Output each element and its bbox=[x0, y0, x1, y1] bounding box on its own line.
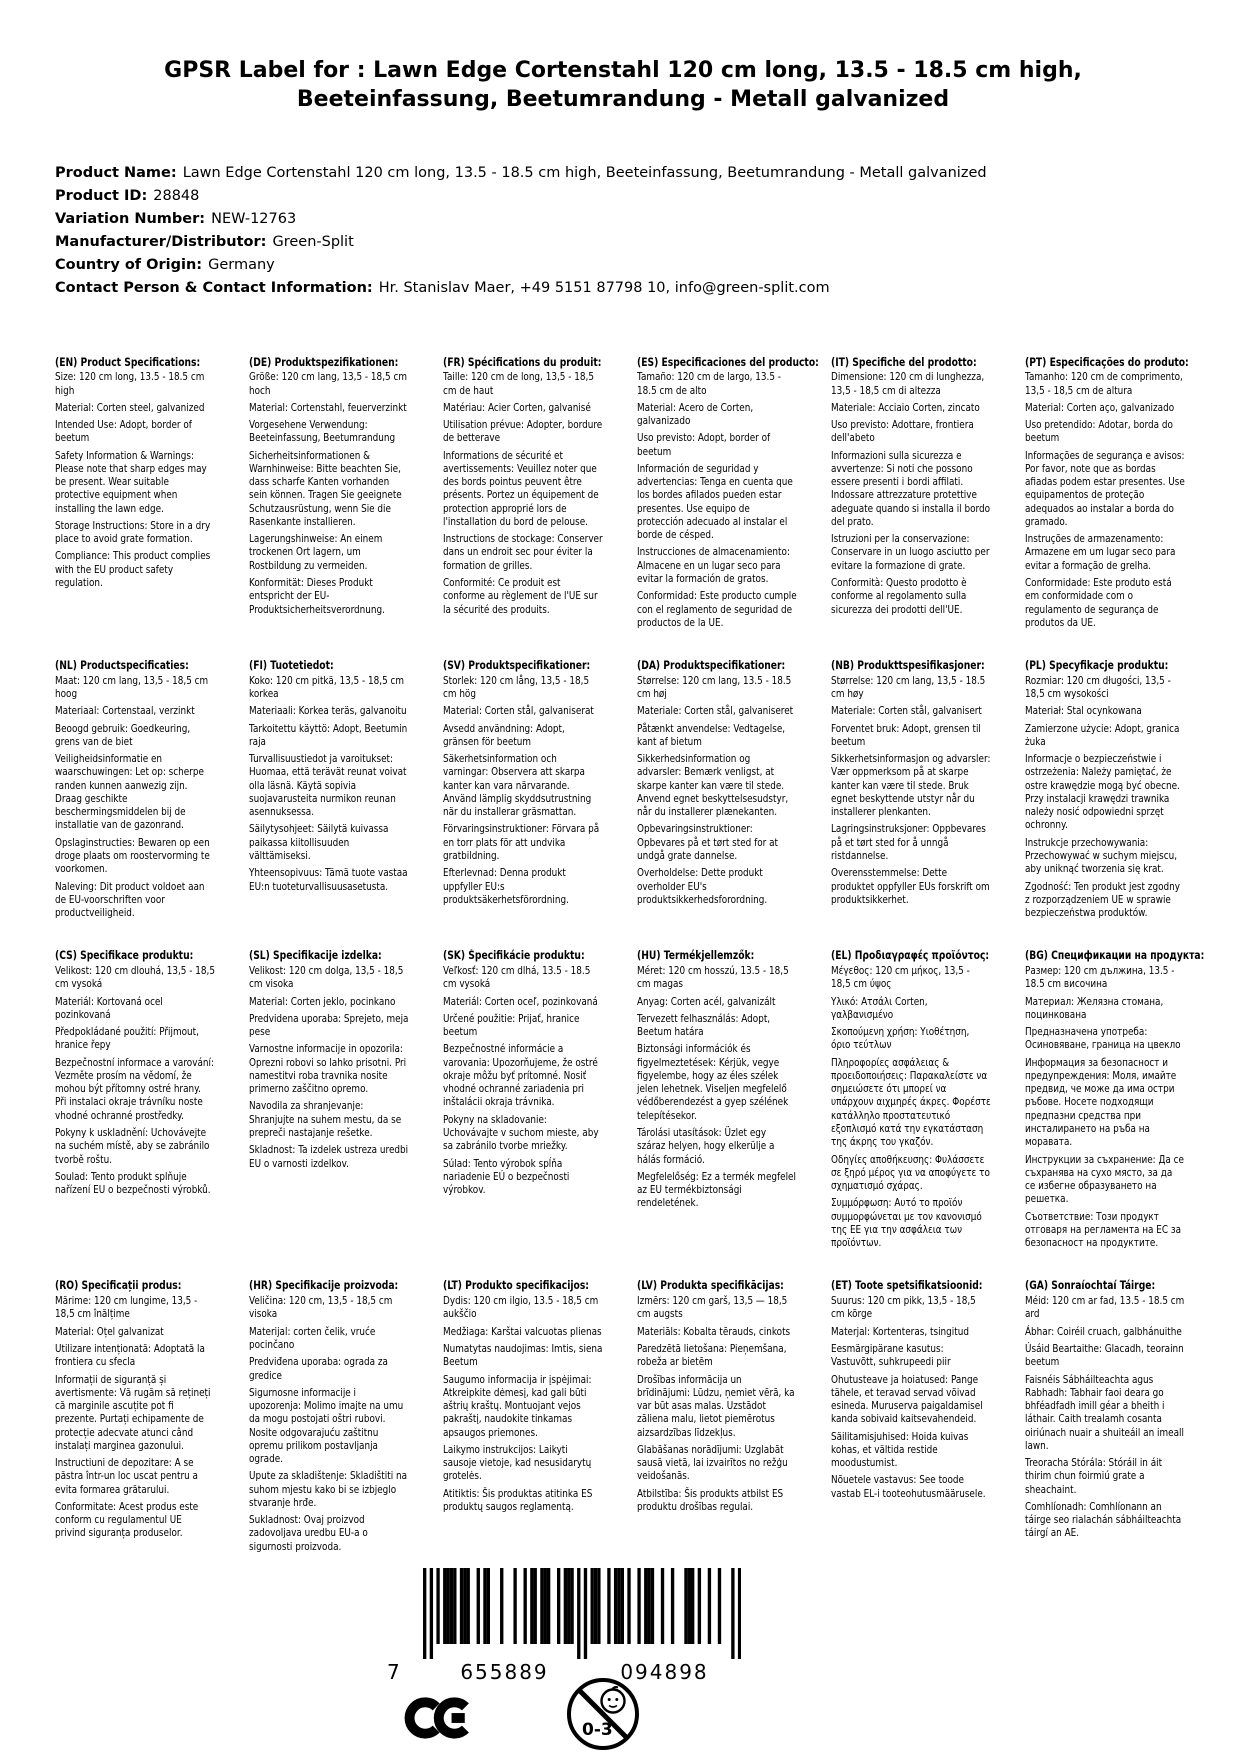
spec-paragraph: Instructiuni de depozitare: A se păstra într-un loc uscat pentru a evita formarea grătarului. bbox=[55, 1456, 198, 1496]
spec-paragraph: Nõuetele vastavus: See toode vastab EL-i tooteohutusmäärusele. bbox=[831, 1473, 986, 1500]
spec-paragraph: Navodila za shranjevanje: Shranjujte na suhem mestu, da se prepreči nastajanje rešetke. bbox=[249, 1099, 402, 1140]
spec-paragraph: Zgodność: Ten produkt jest zgodny z rozporządzeniem UE w sprawie bezpieczeństwa produktów. bbox=[1025, 879, 1180, 920]
spec-paragraph: Laikymo instrukcijos: Laikyti sausoje vietoje, kad nesusidarytų grotelės. bbox=[443, 1442, 592, 1483]
spec-heading: (IT) Specifiche del prodotto: bbox=[831, 355, 977, 369]
spec-block-en bbox=[55, 356, 215, 630]
spec-paragraph: Yhteensopivuus: Tämä tuote vastaa EU:n tuoteturvallisuusasetusta. bbox=[249, 866, 408, 893]
spec-block-ga bbox=[1025, 1279, 1185, 1553]
spec-paragraph: Compliance: This product complies with the EU product safety regulation. bbox=[55, 549, 211, 589]
spec-paragraph: Overholdelse: Dette produkt overholder EU's produktsikkerhedsforordning. bbox=[637, 866, 768, 906]
barcode bbox=[385, 1568, 755, 1690]
spec-paragraph: Material: Cortenstahl, feuerverzinkt bbox=[249, 400, 407, 414]
spec-paragraph: Informações de segurança e avisos: Por favor, note que as bordas afiadas podem estar presentes. Use equipamentos de proteção adequados ao instalar a borda do gramado. bbox=[1025, 448, 1185, 528]
spec-paragraph: Velikost: 120 cm dlouhá, 13,5 - 18,5 cm vysoká bbox=[55, 964, 215, 991]
spec-paragraph: Tamaño: 120 cm de largo, 13.5 - 18.5 cm de alto bbox=[637, 370, 781, 397]
spec-block-lv bbox=[637, 1279, 797, 1553]
spec-block-pt bbox=[1025, 355, 1189, 630]
spec-paragraph: Συμμόρφωση: Αυτό το προϊόν συμμορφώνεται με τον κανονισμό της ΕΕ για την ασφάλεια των προϊόντων. bbox=[831, 1196, 982, 1250]
age-warning-icon bbox=[565, 1676, 641, 1752]
spec-paragraph: Avsedd användning: Adopt, gränsen för beetum bbox=[443, 721, 565, 748]
spec-paragraph: Material: Corten stål, galvaniserat bbox=[443, 704, 594, 718]
spec-paragraph: Atbilstība: Šis produkts atbilst ES produktu drošības regulai. bbox=[637, 1486, 784, 1513]
spec-paragraph: Materiál: Kortovaná ocel pozinkovaná bbox=[55, 994, 163, 1021]
spec-paragraph: Conformité: Ce produit est conforme au règlement de l'UE sur la sécurité des produits. bbox=[443, 575, 598, 616]
spec-block-sv bbox=[443, 659, 603, 919]
spec-heading: (EL) Προδιαγραφές προϊόντος: bbox=[831, 949, 990, 963]
spec-paragraph: Megfelelőség: Ez a termék megfelel az EU termékbiztonsági rendeletének. bbox=[637, 1169, 796, 1210]
spec-paragraph: Instructions de stockage: Conserver dans un endroit sec pour éviter la formation de grilles. bbox=[443, 532, 603, 572]
info-value: 28848 bbox=[153, 187, 200, 204]
spec-paragraph: Πληροφορίες ασφάλειας & προειδοποιήσεις: Παρακαλείστε να σημειώσετε ότι μπορεί να υπάρχουν αιχμηρές άκρες. Φορέστε κατάλληλο προστατευτικό εξοπλισμό κατά την εγκατάσταση της άκρης του γκαζόν. bbox=[831, 1055, 991, 1149]
spec-paragraph: Size: 120 cm long, 13.5 - 18.5 cm high bbox=[55, 370, 205, 397]
spec-paragraph: Materiale: Acciaio Corten, zincato bbox=[831, 400, 980, 414]
spec-paragraph: Glabāšanas norādījumi: Uzglabāt sausā vietā, lai izvairītos no režģu veidošanās. bbox=[637, 1442, 788, 1483]
spec-heading: (ET) Toote spetsifikatsioonid: bbox=[831, 1279, 983, 1293]
spec-paragraph: Pokyny k uskladnění: Uchovávejte na suchém místě, aby se zabránilo tvorbě roštu. bbox=[55, 1126, 210, 1166]
spec-paragraph: Storage Instructions: Store in a dry place to avoid grate formation. bbox=[55, 518, 211, 546]
barcode-digits-right: 094898 bbox=[620, 1660, 709, 1684]
spec-paragraph: Varnostne informacije in opozorila: Oprezni robovi so lahko prisotni. Pri namestitvi roba travnika nosite primerno zaščitno opremo. bbox=[249, 1042, 407, 1096]
spec-paragraph: Konformität: Dieses Produkt entspricht der EU-Produktsicherheitsverordnung. bbox=[249, 575, 385, 616]
spec-paragraph: Veiligheidsinformatie en waarschuwingen: Let op: scherpe randen kunnen aanwezig zijn. Draag geschikte beschermingsmiddelen bij de installatie van de gazonrand. bbox=[55, 752, 204, 832]
spec-block-et bbox=[831, 1279, 991, 1553]
spec-paragraph: Información de seguridad y advertencias: Tenga en cuenta que los bordes afilados pueden estar presentes. Use equipo de protección adecuado al instalar el borde de césped. bbox=[637, 461, 793, 542]
spec-paragraph: Conformidade: Este produto está em conformidade com o regulamento de segurança de produtos da UE. bbox=[1025, 575, 1172, 629]
spec-paragraph: Säilitamisjuhised: Hoida kuivas kohas, et vältida restide moodustumist. bbox=[831, 1429, 969, 1470]
spec-paragraph: Σκοπούμενη χρήση: Υιοθέτηση, όριο τεύτλων bbox=[831, 1025, 970, 1052]
spec-paragraph: Drošības informācija un brīdinājumi: Lūdzu, ņemiet vērā, ka var būt asas malas. Uzstādot zāliena malu, lietot piemērotus aizsardzības līdzekļus. bbox=[637, 1372, 795, 1439]
spec-paragraph: Mărime: 120 cm lungime, 13,5 - 18,5 cm înălțime bbox=[55, 1294, 198, 1321]
spec-paragraph: Materjal: Kortenteras, tsingitud bbox=[831, 1324, 969, 1338]
spec-paragraph: Material: Corten jeklo, pocinkano bbox=[249, 994, 396, 1008]
info-label: Product Name: bbox=[55, 165, 177, 182]
spec-paragraph: Förvaringsinstruktioner: Förvara på en torr plats för att undvika gratbildning. bbox=[443, 822, 600, 862]
barcode-digits-left: 655889 bbox=[460, 1660, 549, 1684]
product-info-row bbox=[55, 277, 1191, 300]
spec-paragraph: Ohutusteave ja hoiatused: Pange tähele, et teravad servad võivad esineda. Muruserva paigaldamisel kanda sobivaid kaitsevahendeid. bbox=[831, 1372, 983, 1426]
spec-paragraph: Μέγεθος: 120 cm μήκος, 13,5 - 18,5 cm ύψος bbox=[831, 964, 970, 991]
spec-paragraph: Naleving: Dit product voldoet aan de EU-voorschriften voor productveiligheid. bbox=[55, 879, 205, 920]
spec-paragraph: Sigurnosne informacije i upozorenja: Molimo imajte na umu da mogu postojati oštri rubovi. Nosite odgovarajuću zaštitnu opremu prilikom postavljanja ograde. bbox=[249, 1385, 404, 1466]
spec-paragraph: Säilytysohjeet: Säilytä kuivassa paikassa kiitollisuuden välttämiseksi. bbox=[249, 822, 389, 862]
info-value: Hr. Stanislav Maer, +49 5151 87798 10, info@green-split.com bbox=[378, 279, 830, 296]
spec-block-cs bbox=[55, 949, 215, 1249]
spec-block-it bbox=[831, 356, 991, 630]
spec-heading: (HU) Termékjellemzők: bbox=[637, 949, 755, 963]
spec-paragraph: Úsáid Beartaithe: Glacadh, teorainn beetum bbox=[1025, 1341, 1184, 1369]
spec-paragraph: Biztonsági információk és figyelmeztetések: Kérjük, vegye figyelembe, hogy az éles szélek jelen lehetnek. Viseljen megfelelő védőberendezést a gyep szélének telepítésekor. bbox=[637, 1042, 789, 1122]
spec-paragraph: Méid: 120 cm ar fad, 13.5 - 18.5 cm ard bbox=[1025, 1294, 1185, 1321]
spec-paragraph: Méret: 120 cm hosszú, 13.5 - 18,5 cm magas bbox=[637, 964, 789, 991]
barcode-digit-lead: 7 bbox=[387, 1660, 402, 1684]
spec-heading: (SL) Specifikacije izdelka: bbox=[249, 949, 382, 963]
spec-paragraph: Conformidad: Este producto cumple con el reglamento de seguridad de productos de la UE. bbox=[637, 589, 797, 629]
page-title: GPSR Label for : Lawn Edge Cortenstahl 120 cm long, 13.5 - 18.5 cm high, Beeteinfassung, Beetumrandung - Metall galvanized bbox=[164, 58, 1082, 113]
info-label: Variation Number: bbox=[55, 210, 206, 227]
spec-block-nl bbox=[55, 659, 215, 919]
info-value: Green-Split bbox=[272, 233, 354, 250]
spec-block-fr bbox=[443, 356, 603, 630]
spec-paragraph: Informații de siguranță și avertismente: Vă rugăm să rețineți că marginile ascuțite pot fi prezente. Purtați echipamente de protecție adecvate atunci când instalați marginea gazonului. bbox=[55, 1372, 211, 1452]
spec-paragraph: Eesmärgipärane kasutus: Vastuvõtt, suhkrupeedi piir bbox=[831, 1341, 951, 1369]
spec-paragraph: Lagerungshinweise: An einem trockenen Ort lagern, um Rostbildung zu vermeiden. bbox=[249, 532, 383, 572]
spec-paragraph: Určené použitie: Prijať, hranice beetum bbox=[443, 1011, 580, 1039]
product-info-row bbox=[55, 162, 1191, 185]
spec-paragraph: Material: Acero de Corten, galvanizado bbox=[637, 400, 754, 428]
spec-block-pl bbox=[1025, 659, 1185, 919]
spec-paragraph: Predviđena uporaba: ograda za gredice bbox=[249, 1355, 388, 1382]
spec-paragraph: Conformitate: Acest produs este conform cu regulamentul UE privind siguranța produselor. bbox=[55, 1499, 199, 1540]
spec-paragraph: Tarkoitettu käyttö: Adopt, Beetumin raja bbox=[249, 721, 408, 748]
spec-paragraph: Faisnéis Sábháilteachta agus Rabhadh: Tabhair faoi deara go bhféadfadh imill géar a bheith i láthair. Caith trealamh cosanta oiriúnach nuair a shuiteáil an imeall lawn. bbox=[1025, 1372, 1184, 1452]
spec-paragraph: Uso previsto: Adopt, border of beetum bbox=[637, 431, 771, 458]
spec-paragraph: Informacje o bezpieczeństwie i ostrzeżenia: Należy pamiętać, że ostre krawędzie mogą być obecne. Przy instalacji krawędzi trawnika należy nosić odpowiedni sprzęt ochronny. bbox=[1025, 752, 1180, 832]
spec-paragraph: Matériau: Acier Corten, galvanisé bbox=[443, 400, 591, 414]
spec-paragraph: Materiāls: Kobalta tērauds, cinkots bbox=[637, 1324, 791, 1338]
spec-block-sl bbox=[249, 949, 409, 1249]
spec-paragraph: Efterlevnad: Denna produkt uppfyller EU:s produktsäkerhetsförordning. bbox=[443, 866, 569, 906]
spec-paragraph: Súlad: Tento výrobok spĺňa nariadenie EÚ o bezpečnosti výrobkov. bbox=[443, 1156, 570, 1197]
spec-paragraph: Saugumo informacija ir įspėjimai: Atkreipkite dėmesį, kad gali būti aštrių kraštų. Montuojant vejos pakraštį, naudokite tinkamas apsaugos priemones. bbox=[443, 1372, 592, 1439]
spec-paragraph: Informazioni sulla sicurezza e avvertenze: Si noti che possono essere presenti i bordi affilati. Indossare attrezzature protettive adeguate quando si installa il bordo del prato. bbox=[831, 448, 991, 528]
spec-heading: (GA) Sonraíochtaí Táirge: bbox=[1025, 1279, 1156, 1293]
spec-block-el bbox=[831, 949, 991, 1249]
spec-heading: (SK) Špecifikácie produktu: bbox=[443, 949, 585, 963]
spec-paragraph: Instruções de armazenamento: Armazene em um lugar seco para evitar a formação de grelha. bbox=[1025, 532, 1176, 572]
spec-heading: (FI) Tuotetiedot: bbox=[249, 659, 334, 673]
spec-paragraph: Utilizare intenționată: Adoptată la frontiera cu sfecla bbox=[55, 1341, 205, 1369]
spec-paragraph: Material: Corten aço, galvanizado bbox=[1025, 400, 1175, 414]
spec-block-hu bbox=[637, 949, 797, 1249]
spec-block-lt bbox=[443, 1279, 603, 1553]
info-value: NEW-12763 bbox=[211, 210, 297, 227]
spec-paragraph: Rozmiar: 120 cm długości, 13,5 - 18,5 cm wysokości bbox=[1025, 673, 1171, 701]
spec-paragraph: Velikost: 120 cm dolga, 13,5 - 18,5 cm visoka bbox=[249, 964, 404, 991]
spec-paragraph: Säkerhetsinformation och varningar: Observera att skarpa kanter kan vara närvarande. Använd lämplig skyddsutrustning när du installerar gräsmattan. bbox=[443, 752, 592, 819]
spec-paragraph: Zamierzone użycie: Adopt, granica żuka bbox=[1025, 721, 1180, 748]
spec-paragraph: Bezpečnostní informace a varování: Vezměte prosím na vědomí, že mohou být přítomny ostré hrany. Při instalaci okraje trávníku noste vhodné ochranné prostředky. bbox=[55, 1055, 214, 1122]
spec-paragraph: Materiale: Corten stål, galvaniseret bbox=[637, 704, 794, 718]
spec-paragraph: Uso pretendido: Adotar, borda do beetum bbox=[1025, 418, 1173, 445]
spec-paragraph: Uso previsto: Adottare, frontiera dell'abeto bbox=[831, 418, 974, 445]
spec-paragraph: Информация за безопасност и предупреждения: Моля, имайте предвид, че може да има остри ръбове. Носете подходящи предпазни средства при инсталирането на ръба на моравата. bbox=[1025, 1055, 1177, 1149]
spec-paragraph: Instrucciones de almacenamiento: Almacene en un lugar seco para evitar la formación de gratos. bbox=[637, 545, 790, 585]
spec-paragraph: Paredzētā lietošana: Pieņemšana, robeža ar bietēm bbox=[637, 1341, 787, 1369]
spec-paragraph: Tárolási utasítások: Üzlet egy száraz helyen, hogy elkerülje a hálás formáció. bbox=[637, 1126, 775, 1166]
spec-paragraph: Съответствие: Този продукт отговаря на регламента на ЕС за безопасност на продуктите. bbox=[1025, 1209, 1182, 1250]
spec-heading: (NL) Productspecificaties: bbox=[55, 659, 189, 673]
spec-paragraph: Anyag: Corten acél, galvanizált bbox=[637, 994, 776, 1008]
spec-paragraph: Storlek: 120 cm lång, 13,5 - 18,5 cm hög bbox=[443, 673, 590, 701]
spec-paragraph: Påtænkt anvendelse: Vedtagelse, kant af bietum bbox=[637, 721, 786, 748]
spec-heading: (NB) Produkttspesifikasjoner: bbox=[831, 659, 985, 673]
spec-heading: (FR) Spécifications du produit: bbox=[443, 355, 602, 369]
spec-heading: (SV) Produktspecifikationer: bbox=[443, 659, 591, 673]
spec-paragraph: Veličina: 120 cm, 13,5 - 18,5 cm visoka bbox=[249, 1294, 393, 1321]
product-info-row bbox=[55, 254, 1191, 277]
spec-paragraph: Comhlíonadh: Comhlíonann an táirge seo rialachán sábháilteachta táirgí an AE. bbox=[1025, 1499, 1182, 1540]
product-info-row bbox=[55, 208, 1191, 231]
spec-paragraph: Größe: 120 cm lang, 13,5 - 18,5 cm hoch bbox=[249, 370, 407, 397]
spec-paragraph: Izmērs: 120 cm garš, 13,5 — 18,5 cm augsts bbox=[637, 1294, 788, 1321]
info-label: Manufacturer/Distributor: bbox=[55, 233, 267, 250]
bottom-compliance-area bbox=[385, 1568, 815, 1754]
spec-paragraph: Conformità: Questo prodotto è conforme al regolamento sulla sicurezza dei prodotti dell'UE. bbox=[831, 575, 967, 616]
spec-paragraph: Υλικό: Ατσάλι Corten, γαλβανισμένο bbox=[831, 994, 928, 1021]
spec-paragraph: Sukladnost: Ovaj proizvod zadovoljava uredbu EU-a o sigurnosti proizvoda. bbox=[249, 1513, 368, 1553]
spec-heading: (ES) Especificaciones del producto: bbox=[637, 355, 819, 369]
spec-paragraph: Предназначена употреба: Осиновяване, граница на цвекло bbox=[1025, 1025, 1181, 1052]
spec-paragraph: Predvidena uporaba: Sprejeto, meja pese bbox=[249, 1011, 409, 1039]
spec-paragraph: Pokyny na skladovanie: Uchovávajte v suchom mieste, aby sa zabránilo tvorbe mriežky. bbox=[443, 1112, 599, 1153]
spec-paragraph: Sikkerhetsinformasjon og advarsler: Vær oppmerksom på at skarpe kanter kan være til stede. Bruk egnet beskyttende utstyr når du installerer plenkanten. bbox=[831, 752, 991, 819]
spec-paragraph: Taille: 120 cm de long, 13,5 - 18,5 cm de haut bbox=[443, 370, 594, 397]
spec-heading: (HR) Specifikacije proizvoda: bbox=[249, 1279, 399, 1293]
spec-heading: (CS) Specifikace produktu: bbox=[55, 949, 194, 963]
info-label: Country of Origin: bbox=[55, 256, 203, 273]
spec-paragraph: Intended Use: Adopt, border of beetum bbox=[55, 418, 192, 445]
spec-paragraph: Størrelse: 120 cm lang, 13,5 - 18.5 cm høy bbox=[831, 673, 986, 701]
product-info bbox=[55, 162, 1191, 299]
barcode-bars bbox=[423, 1568, 741, 1659]
spec-paragraph: Soulad: Tento produkt splňuje nařízení EU o bezpečnosti výrobků. bbox=[55, 1169, 211, 1197]
product-info-row bbox=[55, 185, 1191, 208]
spec-paragraph: Инструкции за съхранение: Да се съхранява на сухо място, за да се избегне образуването на решетка. bbox=[1025, 1152, 1184, 1206]
spec-paragraph: Sicherheitsinformationen & Warnhinweise: Bitte beachten Sie, dass scharfe Kanten vorhanden sein können. Tragen Sie geeignete Schutzausrüstung, wenn Sie die Rasenkante installieren. bbox=[249, 448, 402, 528]
spec-paragraph: Medžiaga: Karštai valcuotas plienas bbox=[443, 1324, 602, 1338]
product-info-row bbox=[55, 231, 1191, 254]
spec-paragraph: Dydis: 120 cm ilgio, 13.5 - 18,5 cm aukščio bbox=[443, 1294, 599, 1321]
spec-heading: (EN) Product Specifications: bbox=[55, 355, 201, 369]
spec-paragraph: Maat: 120 cm lang, 13,5 - 18,5 cm hoog bbox=[55, 673, 209, 701]
age-warning-label: 0-3 bbox=[582, 1720, 613, 1740]
spec-paragraph: Skladnost: Ta izdelek ustreza uredbi EU o varnosti izdelkov. bbox=[249, 1143, 409, 1170]
spec-heading: (PT) Especificações do produto: bbox=[1025, 355, 1189, 369]
spec-paragraph: Materiale: Corten stål, galvanisert bbox=[831, 704, 982, 718]
spec-paragraph: Turvallisuustiedot ja varoitukset: Huomaa, että terävät reunat voivat olla läsnä. Käytä sopivia suojavarusteita nurmikon reunan asennuksessa. bbox=[249, 752, 407, 819]
spec-paragraph: Dimensione: 120 cm di lunghezza, 13,5 - 18,5 cm di altezza bbox=[831, 370, 985, 397]
info-label: Contact Person & Contact Information: bbox=[55, 279, 373, 296]
spec-paragraph: Materiaal: Cortenstaal, verzinkt bbox=[55, 704, 195, 718]
spec-paragraph: Tervezett felhasználás: Adopt, Beetum határa bbox=[637, 1011, 771, 1039]
spec-paragraph: Størrelse: 120 cm lang, 13.5 - 18.5 cm høj bbox=[637, 673, 792, 701]
spec-paragraph: Předpokládané použití: Přijmout, hranice řepy bbox=[55, 1025, 199, 1052]
spec-paragraph: Suurus: 120 cm pikk, 13,5 - 18,5 cm kõrge bbox=[831, 1294, 976, 1321]
spec-paragraph: Οδηγίες αποθήκευσης: Φυλάσσετε σε ξηρό μέρος για να αποφύγετε το σχηματισμό σχάρας. bbox=[831, 1152, 990, 1193]
info-value: Germany bbox=[208, 256, 275, 273]
spec-paragraph: Beoogd gebruik: Goedkeuring, grens van de biet bbox=[55, 721, 191, 748]
spec-paragraph: Numatytas naudojimas: Imtis, siena Beetum bbox=[443, 1341, 603, 1369]
spec-paragraph: Material: Oțel galvanizat bbox=[55, 1324, 164, 1338]
spec-paragraph: Safety Information & Warnings: Please note that sharp edges may be present. Wear suitable protective equipment when installing the lawn edge. bbox=[55, 448, 207, 515]
spec-paragraph: Koko: 120 cm pitkä, 13,5 - 18,5 cm korkea bbox=[249, 673, 405, 701]
spec-paragraph: Istruzioni per la conservazione: Conservare in un luogo asciutto per evitare la formazione di grate. bbox=[831, 532, 990, 572]
spec-paragraph: Materiál: Corten oceľ, pozinkovaná bbox=[443, 994, 598, 1008]
spec-heading: (LT) Produkto specifikacijos: bbox=[443, 1279, 589, 1293]
spec-paragraph: Materiał: Stal ocynkowana bbox=[1025, 704, 1142, 718]
spec-paragraph: Utilisation prévue: Adopter, bordure de betterave bbox=[443, 418, 603, 445]
spec-paragraph: Sikkerhedsinformation og advarsler: Bemærk venligst, at skarpe kanter kan være til stede. Anvend egnet beskyttelsesudstyr, når du installerer plænekanten. bbox=[637, 752, 789, 819]
spec-paragraph: Materiaali: Korkea teräs, galvanoitu bbox=[249, 704, 407, 718]
spec-block-hr bbox=[249, 1279, 409, 1553]
spec-paragraph: Forventet bruk: Adopt, grensen til beetum bbox=[831, 721, 981, 748]
spec-paragraph: Lagringsinstruksjoner: Oppbevares på et tørt sted for å unngå ristdannelse. bbox=[831, 822, 986, 862]
ce-mark-icon bbox=[403, 1694, 469, 1742]
spec-block-fi bbox=[249, 659, 409, 919]
spec-paragraph: Treoracha Stórála: Stóráil in áit thirim chun foirmiú grate a sheachaint. bbox=[1025, 1456, 1163, 1496]
spec-block-es bbox=[637, 355, 819, 630]
spec-block-sk bbox=[443, 949, 603, 1249]
spec-paragraph: Instrukcje przechowywania: Przechowywać w suchym miejscu, aby uniknąć tworzenia się krat. bbox=[1025, 835, 1178, 876]
spec-paragraph: Tamanho: 120 cm de comprimento, 13,5 - 18,5 cm de altura bbox=[1025, 370, 1183, 397]
spec-block-de bbox=[249, 356, 409, 630]
spec-heading: (DE) Produktspezifikationen: bbox=[249, 355, 399, 369]
info-label: Product ID: bbox=[55, 187, 148, 204]
spec-block-ro bbox=[55, 1279, 215, 1553]
spec-paragraph: Material: Corten steel, galvanized bbox=[55, 400, 205, 414]
spec-paragraph: Материал: Желязна стомана, поцинкована bbox=[1025, 994, 1164, 1021]
spec-paragraph: Materijal: corten čelik, vruće pocinčano bbox=[249, 1324, 376, 1351]
spec-block-bg bbox=[1025, 949, 1205, 1250]
spec-paragraph: Opbevaringsinstruktioner: Opbevares på et tørt sted for at undgå grate dannelse. bbox=[637, 822, 778, 862]
spec-paragraph: Informations de sécurité et avertissements: Veuillez noter que des bords pointus peuvent être présents. Portez un équipement de protection approprié lors de l'installation du bord de pelouse. bbox=[443, 448, 599, 528]
spec-block-nb bbox=[831, 659, 991, 919]
spec-heading: (RO) Specificații produs: bbox=[55, 1279, 182, 1293]
spec-heading: (BG) Спецификации на продукта: bbox=[1025, 949, 1205, 963]
spec-paragraph: Ábhar: Coiréil cruach, galbhánuithe bbox=[1025, 1324, 1182, 1338]
spec-heading: (PL) Specyfikacje produktu: bbox=[1025, 659, 1169, 673]
spec-paragraph: Opslaginstructies: Bewaren op een droge plaats om roostervorming te voorkomen. bbox=[55, 835, 210, 876]
spec-block-da bbox=[637, 659, 797, 919]
spec-heading: (LV) Produkta specifikācijas: bbox=[637, 1279, 784, 1293]
spec-paragraph: Bezpečnostné informácie a varovania: Upozorňujeme, že ostré okraje môžu byť prítomné. Nosiť vhodné ochranné zariadenia pri inštalácii okraja trávnika. bbox=[443, 1042, 598, 1109]
spec-paragraph: Vorgesehene Verwendung: Beeteinfassung, Beetumrandung bbox=[249, 418, 396, 445]
spec-paragraph: Veľkosť: 120 cm dlhá, 13.5 - 18.5 cm vysoká bbox=[443, 964, 591, 991]
spec-paragraph: Atitiktis: Šis produktas atitinka ES produktų saugos reglamentą. bbox=[443, 1486, 593, 1513]
spec-paragraph: Upute za skladištenje: Skladištiti na suhom mjestu kako bi se izbjeglo stvaranje hrđe. bbox=[249, 1469, 408, 1509]
spec-heading: (DA) Produktspecifikationer: bbox=[637, 659, 786, 673]
specs-grid bbox=[55, 355, 1205, 1553]
spec-paragraph: Overensstemmelse: Dette produktet oppfyller EUs forskrift om produktsikkerhet. bbox=[831, 866, 990, 906]
info-value: Lawn Edge Cortenstahl 120 cm long, 13.5 - 18.5 cm high, Beeteinfassung, Beetumrandung - Metall galvanized bbox=[182, 165, 987, 182]
spec-paragraph: Размер: 120 cm дължина, 13.5 - 18.5 cm височина bbox=[1025, 964, 1175, 991]
